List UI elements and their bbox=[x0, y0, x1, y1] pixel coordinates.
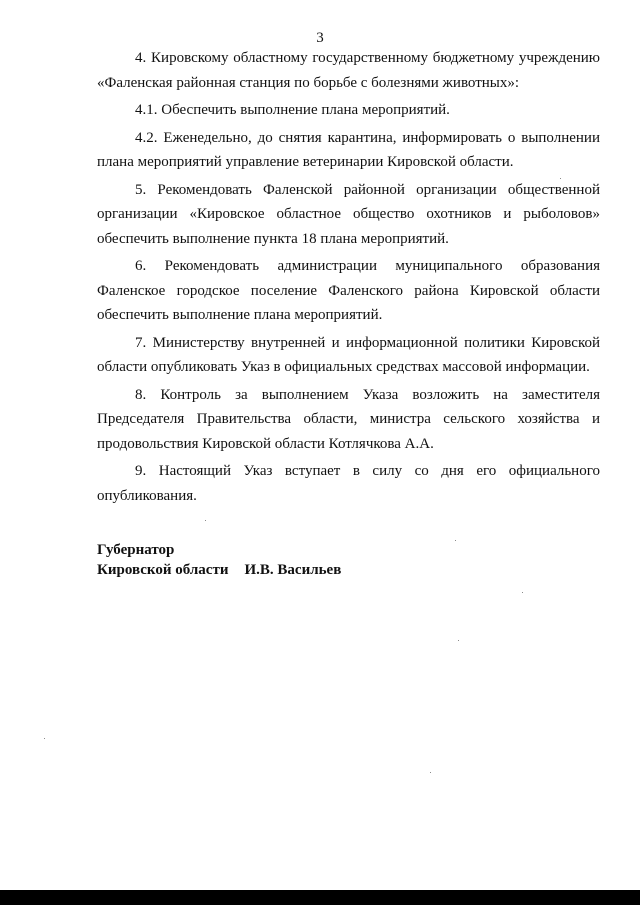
scan-speck bbox=[458, 640, 459, 641]
scan-speck bbox=[44, 738, 45, 739]
signature-region-text: Кировской области bbox=[97, 562, 229, 578]
scan-speck bbox=[522, 592, 523, 593]
scan-speck bbox=[455, 540, 456, 541]
scan-border-bar bbox=[0, 890, 640, 905]
signature-block bbox=[97, 540, 341, 580]
scan-speck bbox=[560, 178, 561, 179]
paragraph-4-2: 4.2. Еженедельно, до снятия карантина, информировать о выполнении плана мероприятий управление ветеринарии Кировской области. bbox=[97, 129, 600, 170]
paragraph-4: 4. Кировскому областному государственному бюджетному учреждению «Фаленская районная станция по борьбе с болезнями животных»: bbox=[97, 50, 600, 91]
scan-speck bbox=[205, 520, 206, 521]
paragraph-8: 8. Контроль за выполнением Указа возложить на заместителя Председателя Правительства области, министра сельского хозяйства и продовольствия Кировской области Котлячкова А.А. bbox=[97, 386, 600, 452]
signature-title: Губернатор bbox=[97, 542, 175, 558]
paragraph-6: 6. Рекомендовать администрации муниципального образования Фаленское городское поселение Фаленского района Кировской области обеспечить выполнение плана мероприятий. bbox=[97, 258, 600, 323]
signature-region bbox=[97, 560, 341, 580]
document-body bbox=[97, 46, 600, 511]
signature-name: И.В. Васильев bbox=[244, 562, 342, 578]
page-number: 3 bbox=[316, 30, 324, 46]
scan-speck bbox=[430, 772, 431, 773]
paragraph-4-1: 4.1. Обеспечить выполнение плана мероприятий. bbox=[135, 102, 450, 118]
paragraph-7: 7. Министерству внутренней и информационной политики Кировской области опубликовать Указ в официальных средствах массовой информации. bbox=[97, 334, 600, 375]
paragraph-5: 5. Рекомендовать Фаленской районной организации общественной организации «Кировское областное общество охотников и рыболовов» обеспечить выполнение пункта 18 плана мероприятий. bbox=[97, 181, 600, 247]
paragraph-9: 9. Настоящий Указ вступает в силу со дня его официального опубликования. bbox=[97, 463, 600, 504]
